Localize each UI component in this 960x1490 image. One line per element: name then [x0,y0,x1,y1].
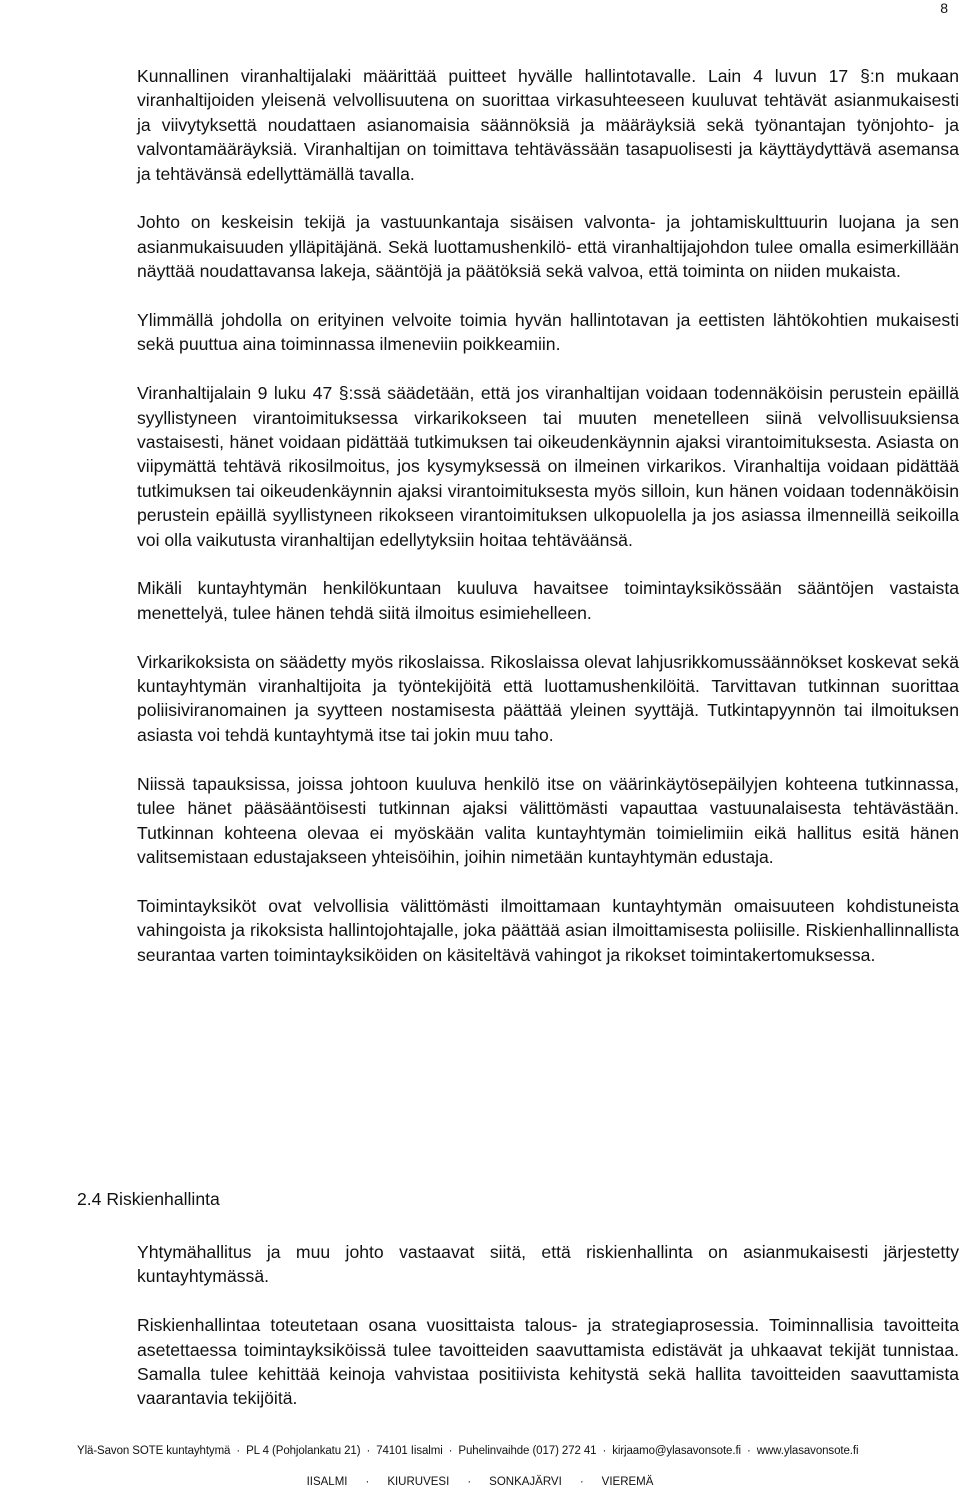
section-heading: 2.4 Riskienhallinta [77,1189,220,1209]
footer-contact-line [77,1443,858,1459]
paragraph-virkarikokset: Virkarikoksista on säädetty myös rikoslaissa. Rikoslaissa olevat lahjusrikkomussäännökset koskevat sekä kuntayhtymän viranhaltijoita ja työntekijöitä että luottamushenkilöitä. Tarvittavan tutkinnan suorittaa poliisiviranomainen ja syytteen nostamisesta päättää yleinen syyttäjä. Tutkintapyynnön tai ilmoituksen asiasta voi tehdä kuntayhtymä itse tai jokin muu taho. [137,651,959,745]
footer-separator: · [467,1476,472,1488]
footer-municipality: KIURUVESI [387,1476,450,1488]
footer-separator: · [365,1476,370,1488]
footer-separator: · [747,1445,751,1457]
footer-separator: · [448,1445,453,1457]
paragraph-vaarinkaytos: Niissä tapauksissa, joissa johtoon kuuluva henkilö itse on väärinkäytösepäilyjen kohteena tutkinnassa, tulee hänet pääsääntöisesti tutkinnan ajaksi välittömästi vapauttaa vastuunalaisesta tehtävästään. Tutkinnan kohteena olevaa ei myöskään valita kuntayhtymän toimielimiin eikä hallitus esitä hänen valitsemistaan edustajakseen yhteisöihin, joihin nimetään kuntayhtymän edustaja. [137,773,959,867]
page-number: 8 [940,0,948,16]
paragraph-ylin-johto: Ylimmällä johdolla on erityinen velvoite toimia hyvän hallintotavan ja eettisten lähtökohtien mukaisesti sekä puuttua aina toiminnassa ilmeneviin poikkeamiin. [137,310,959,355]
paragraph-ilmoitus: Mikäli kuntayhtymän henkilökuntaan kuuluva havaitsee toimintayksikössään sääntöjen vastaista menettelyä, tulee hänen tehdä siitä ilmoitus esimiehelleen. [137,578,959,623]
footer-city: 74101 Iisalmi [376,1445,443,1457]
footer-phone: Puhelinvaihde (017) 272 41 [458,1445,597,1457]
footer-separator: · [579,1476,584,1488]
footer-email-link[interactable]: kirjaamo@ylasavonsote.fi [612,1445,742,1457]
footer-separator: · [366,1445,371,1457]
footer-municipality: VIEREMÄ [601,1476,654,1488]
footer-municipality: IISALMI [306,1476,348,1488]
footer-separator: · [236,1445,241,1457]
footer-organization: Ylä-Savon SOTE kuntayhtymä [77,1445,231,1457]
footer-separator: · [602,1445,607,1457]
footer-website-link[interactable]: www.ylasavonsote.fi [756,1445,859,1457]
section-body [137,1240,959,1411]
footer-postal-address: PL 4 (Pohjolankatu 21) [246,1445,361,1457]
paragraph-vahingot: Toimintayksiköt ovat velvollisia välittömästi ilmoittamaan kuntayhtymän omaisuuteen kohdistuneista vahingoista ja rikoksista hallintojohtajalle, joka päättää asian ilmoittamisesta poliisille. Riskienhallinnallista seurantaa varten toimintayksiköiden on käsiteltävä vahingot ja rikokset toimintakertomuksessa. [137,895,959,965]
paragraph-viranhaltijalaki: Viranhaltijalain 9 luku 47 §:ssä säädetään, että jos viranhaltijan voidaan todennäköisin perustein epäillä syyllistyneen virantoimituksessa virkarikokseen tai muuten menetelleen siinä velvollisuuksiensa vastaisesti, hänet voidaan pidättää tutkimuksen tai oikeudenkäynnin ajaksi virantoimituksesta. Asiasta on viipymättä tehtävä rikosilmoitus, jos kysymyksessä on ilmeinen virkarikos. Viranhaltija voidaan pidättää tutkimuksen tai oikeudenkäynnin ajaksi virantoimituksesta myös silloin, kun hänen voidaan todennäköisin perustein epäillä syyllistyneen rikokseen virantoimituksen ulkopuolella ja jos asiassa ilmenneillä seikoilla voi olla vaikutusta viranhaltijan edellytyksiin hoitaa tehtäväänsä. [137,383,959,550]
document-body [137,64,959,967]
paragraph-hyva-hallintotapa: Kunnallinen viranhaltijalaki määrittää puitteet hyvälle hallintotavalle. Lain 4 luvun 17 §:n mukaan viranhaltijoiden yleisenä velvollisuutena on suorittaa virkasuhteeseen kuuluvat tehtävät asianmukaisesti ja viivytyksettä noudattaen asianomaisia säännöksiä ja määräyksiä sekä työnantajan työnjohto- ja valvontamääräyksiä. Viranhaltijan on toimittava tehtävässään tasapuolisesti ja käyttäydyttävä asemansa ja tehtävänsä edellyttämällä tavalla. [137,66,959,184]
footer-municipality: SONKAJÄRVI [489,1476,562,1488]
paragraph-riskienhallinta-vastuu: Yhtymähallitus ja muu johto vastaavat siitä, että riskienhallinta on asianmukaisesti järjestetty kuntayhtymässä. [137,1242,959,1287]
paragraph-johto: Johto on keskeisin tekijä ja vastuunkantaja sisäisen valvonta- ja johtamiskulttuurin luojana ja sen asianmukaisuuden ylläpitäjänä. Sekä luottamushenkilö- että viranhaltijajohdon tulee omalla esimerkillään näyttää noudattavansa lakeja, sääntöjä ja päätöksiä sekä valvoa, että toiminta on niiden mukaista. [137,212,959,282]
footer-municipalities-line [0,1474,960,1490]
paragraph-riskienhallinta-prosessi: Riskienhallintaa toteutetaan osana vuosittaista talous- ja strategiaprosessia. Toiminnallisia tavoitteita asetettaessa toimintayksiköissä tulee tavoitteiden saavuttamista edistävät ja uhkaavat tekijät tunnistaa. Samalla tulee kehittää keinoja vahvistaa positiivista kehitystä sekä hallita tavoitteiden saavuttamista vaarantavia tekijöitä. [137,1315,959,1409]
